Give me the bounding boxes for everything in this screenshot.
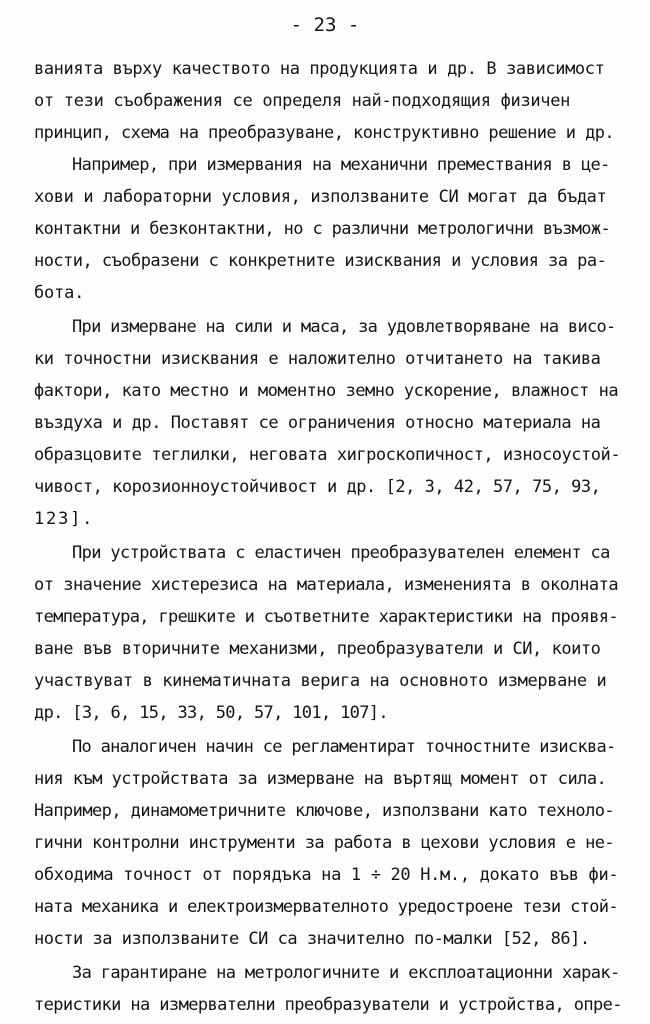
text-line: образцовите теглилки, неговата хигроскопичност, износоустой- [34, 445, 621, 465]
text-line: участвуват в кинематичната верига на основното измерване и [34, 671, 607, 691]
text-line: въздуха и др. Поставят се ограничения относно материала на [34, 413, 601, 433]
text-line: Например, при измервания на механични премествания в це- [72, 155, 610, 175]
text-line: При измерване на сили и маса, за удовлетворяване на висо- [72, 317, 616, 337]
text-line: 123]. [34, 509, 95, 529]
text-line: При устройствата с еластичен преобразувателен елемент са [72, 543, 610, 563]
text-line: За гарантиране на метрологичните и експлоатационни харак- [72, 963, 620, 983]
text-line: ности, съобразени с конкретните изисквания и условия за ра- [34, 251, 607, 271]
text-line: теристики на измервателни преобразуватели и устройства, опре- [34, 995, 622, 1015]
text-line: фактори, като местно и моментно земно ускорение, влажност на [34, 381, 619, 401]
page-number: - 23 - [290, 14, 360, 36]
text-line: др. [3, 6, 15, 33, 50, 57, 101, 107]. [34, 703, 388, 723]
text-line: от тези съображения се определя най-подходящия физичен [34, 91, 571, 111]
text-line: ния към устройствата за измерване на въртящ момент от сила. [34, 769, 607, 789]
text-line: гични контролни инструменти за работа в цехови условия е не- [34, 833, 615, 853]
text-line: от значение хистерезиса на материала, измененията в околната [34, 575, 619, 595]
text-line: ности за използваните СИ са значително по-малки [52, 86]. [34, 929, 590, 949]
text-line: ки точностни изисквания е наложително отчитането на такива [34, 349, 601, 369]
text-line: принцип, схема на преобразуване, конструктивно решение и др. [34, 123, 615, 143]
text-line: контактни и безконтактни, но с различни метрологични възмож- [34, 219, 611, 239]
text-line: ната механика и електроизмервателното уредостроене тези стой- [34, 897, 618, 917]
text-line: ванията върху качеството на продукцията и др. В зависимост [34, 59, 605, 79]
text-line: чивост, корозионноустойчивост и др. [2, 3, 42, 57, 75, 93, [34, 477, 601, 497]
text-line: По аналогичен начин се регламентират точностните изисква- [72, 737, 616, 757]
text-line: бота. [34, 283, 85, 303]
text-line: Например, динамометричните ключове, използвани като техноло- [34, 801, 615, 821]
text-line: хови и лабораторни условия, използваните СИ могат да бъдат [34, 187, 607, 207]
text-line: обходима точност от порядъка на 1 ÷ 20 Н.м., докато във фи- [34, 865, 619, 885]
text-line: ване във вторичните механизми, преобразуватели и СИ, които [34, 639, 601, 659]
text-line: температура, грешките и съответните характеристики на проявя- [34, 607, 618, 627]
